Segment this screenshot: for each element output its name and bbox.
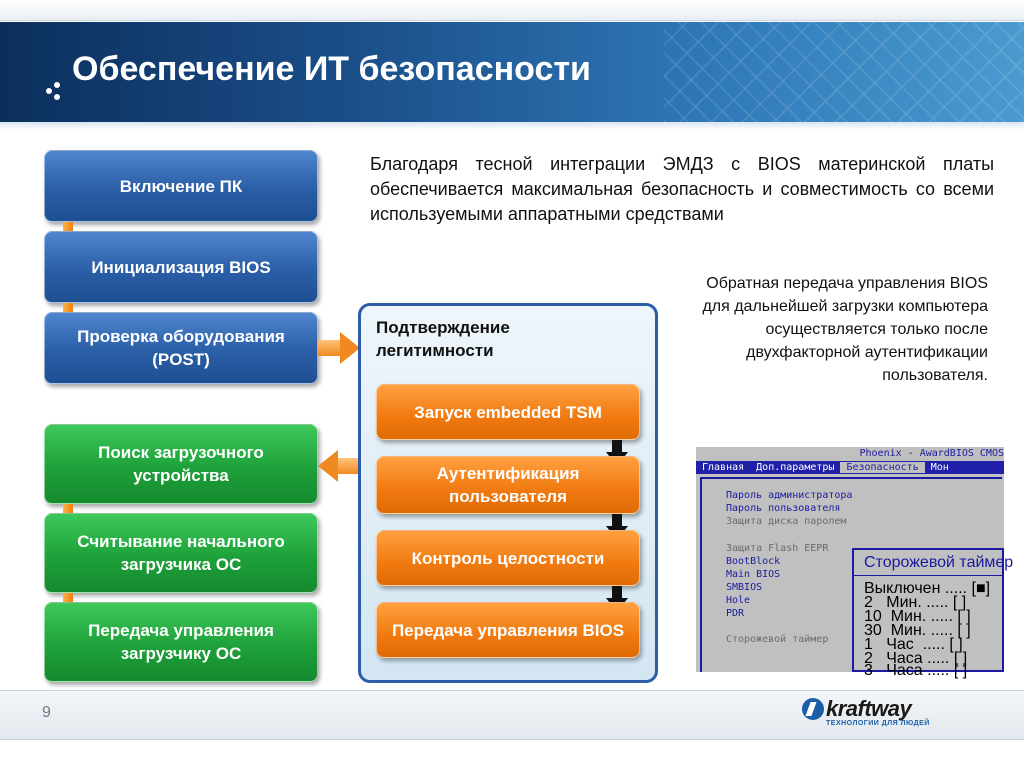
panel-title: Подтверждение легитимности [376, 318, 510, 360]
arrow-right-icon [318, 332, 360, 364]
bios-item-user-password[interactable]: Пароль пользователя [726, 503, 841, 514]
slide-title: Обеспечение ИТ безопасности [72, 50, 591, 88]
bios-title: Phoenix - AwardBIOS CMOS [696, 447, 1004, 461]
step-transfer-to-loader: Передача управления загрузчику ОС [44, 602, 318, 682]
bottom-strip [0, 740, 1024, 768]
bios-item-hole[interactable]: Hole [726, 595, 751, 606]
bios-item-admin-password[interactable]: Пароль администратора [726, 490, 853, 501]
step-transfer-to-bios: Передача управления BIOS [376, 602, 640, 658]
bios-option-30-min[interactable]: 30 Мин. ..... [ ] [864, 622, 971, 639]
step-post: Проверка оборудования (POST) [44, 312, 318, 384]
kraftway-logo-icon [802, 698, 824, 720]
arrow-left-icon [318, 450, 360, 482]
bios-option-2-hours[interactable]: 2 Часа ..... [ ] [864, 650, 968, 667]
bios-option-1-hour[interactable]: 1 Час ..... [ ] [864, 636, 963, 653]
bullet-dots-icon [46, 82, 64, 106]
step-start-tsm: Запуск embedded TSM [376, 384, 640, 440]
step-user-auth: Аутентификация пользователя [376, 456, 640, 514]
banner-shadow [0, 122, 1024, 130]
bios-item-pdr[interactable]: PDR [726, 608, 745, 619]
bios-menu-bar [696, 461, 1004, 474]
step-bios-init: Инициализация BIOS [44, 231, 318, 303]
bios-option-3-hours[interactable]: 3 Часа ..... [ ] [864, 662, 968, 679]
kraftway-logo [802, 696, 942, 732]
bios-item-flash-protection: Защита Flash EEPR [726, 543, 829, 554]
bios-item-bootblock[interactable]: BootBlock [726, 556, 781, 567]
bios-watchdog-popup [852, 548, 1014, 679]
step-power-on: Включение ПК [44, 150, 318, 222]
bios-menu-monitor[interactable]: Мон [930, 462, 949, 473]
bios-option-2-min[interactable]: 2 Мин. ..... [ ] [864, 594, 967, 611]
top-strip [0, 0, 1024, 21]
paragraph-return-control: Обратная передача управления BIOS для дальнейшей загрузки компьютера осуществляется только после двухфакторной аутентификации пользователя. [702, 275, 988, 384]
bios-item-smbios[interactable]: SMBIOS [726, 582, 763, 593]
bios-menu-security[interactable]: Безопасность [840, 462, 924, 473]
bios-option-off[interactable]: Выключен ..... [■] [864, 580, 991, 597]
bios-menu-main[interactable]: Главная [702, 462, 745, 473]
bios-menu-advanced[interactable]: Доп.параметры [756, 462, 835, 473]
bios-item-watchdog: Сторожевой таймер [726, 634, 829, 645]
logo-wordmark: kraftway [826, 696, 912, 721]
bios-item-disk-password: Защита диска паролем [726, 516, 847, 527]
paragraph-integration: Благодаря тесной интеграции ЭМДЗ с BIOS материнской платы обеспечивается максимальная безопасность и совместимость со всеми используемыми аппаратными средствами [370, 154, 994, 224]
bios-popup-title: Сторожевой таймер [854, 550, 1002, 576]
step-read-loader: Считывание начального загрузчика ОС [44, 513, 318, 593]
step-integrity-control: Контроль целостности [376, 530, 640, 586]
banner-pattern [664, 22, 1024, 122]
logo-tagline: ТЕХНОЛОГИИ ДЛЯ ЛЮДЕЙ [826, 720, 930, 727]
page-number: 9 [42, 704, 51, 721]
bios-item-main-bios[interactable]: Main BIOS [726, 569, 781, 580]
bios-option-10-min[interactable]: 10 Мин. ..... [ ] [864, 608, 971, 625]
step-boot-device: Поиск загрузочного устройства [44, 424, 318, 504]
